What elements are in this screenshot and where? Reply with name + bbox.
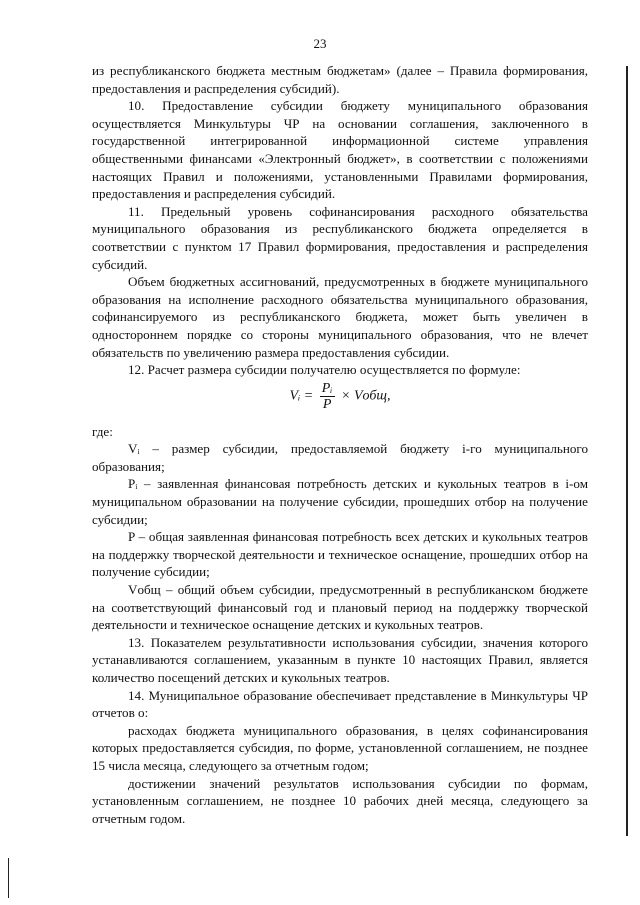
definition-p: P – общая заявленная финансовая потребность всех детских и кукольных театров на поддержку творческой деятельности и техническое оснащение, прошедших отбор на получение субсидии; [92,529,588,580]
report-expenses: расходах бюджета муниципального образования, в целях софинансирования которых предоставляется субсидия, по форме, установленной соглашением, не позднее 15 числа месяца, следующего за отчетным годом; [92,722,588,773]
paragraph-10: 10. Предоставление субсидии бюджету муниципального образования осуществляется Минкультуры ЧР на основании соглашения, заключенного в государственной интегрированной информационной системе управления общественными финансами «Электронный бюджет», в соответствии с положениями настоящих Правил и положениями, установленными Правилами формирования, предоставления и распределения субсидий. [92,98,588,202]
paragraph-continuation: из республиканского бюджета местным бюджетам» (далее – Правила формирования, предоставления и распределения субсидий). [92,63,588,96]
formula-fraction [320,381,335,412]
subsidy-formula [92,381,588,417]
where-label: где: [92,423,113,439]
formula-numerator: Pᵢ [321,380,333,396]
scan-edge-line-left [8,858,9,898]
paragraph-14: 14. Муниципальное образование обеспечивает представление в Минкультуры ЧР отчетов о: [92,687,588,721]
formula-denominator: P [322,396,332,412]
scan-edge-line-right [626,66,628,836]
formula-lhs: Vᵢ = [289,388,314,404]
document-body [92,62,588,827]
formula-rhs: × Vобщ, [341,388,391,404]
paragraph-13: 13. Показателем результативности использования субсидии, значения которого устанавливаются соглашением, указанным в пункте 10 настоящих Правил, является количество посещений детских и кукольных театров. [92,634,588,685]
paragraph-budget-volume: Объем бюджетных ассигнований, предусмотренных в бюджете муниципального образования на исполнение расходного обязательства муниципального образования, софинансируемого из республиканского бюджета, может быть увеличен в одностороннем порядке со стороны муниципального образования, что не влечет обязательств по увеличению размера предоставления субсидии. [92,274,588,360]
page-number: 23 [313,36,327,51]
paragraph-11: 11. Предельный уровень софинансирования расходного обязательства муниципального образования из республиканского бюджета определяется в соответствии с пунктом 17 Правил формирования, предоставления и распределения субсидий. [92,203,588,272]
definition-vi: Vᵢ – размер субсидии, предоставляемой бюджету i-го муниципального образования; [92,441,588,474]
definition-pi: Pᵢ – заявленная финансовая потребность детских и кукольных театров в i-ом муниципальном образовании на получение субсидии, прошедших отбор на получение субсидии; [92,476,588,527]
definition-vtotal: Vобщ – общий объем субсидии, предусмотренный в республиканском бюджете на соответствующий финансовый год и плановый период на поддержку творческой деятельности и техническое оснащение детских и кукольных театров. [92,582,588,633]
report-results: достижении значений результатов использования субсидии по формам, установленным соглашением, не позднее 10 рабочих дней месяца, следующего за отчетным годом. [92,775,588,826]
paragraph-12: 12. Расчет размера субсидии получателю осуществляется по формуле: [128,362,521,378]
